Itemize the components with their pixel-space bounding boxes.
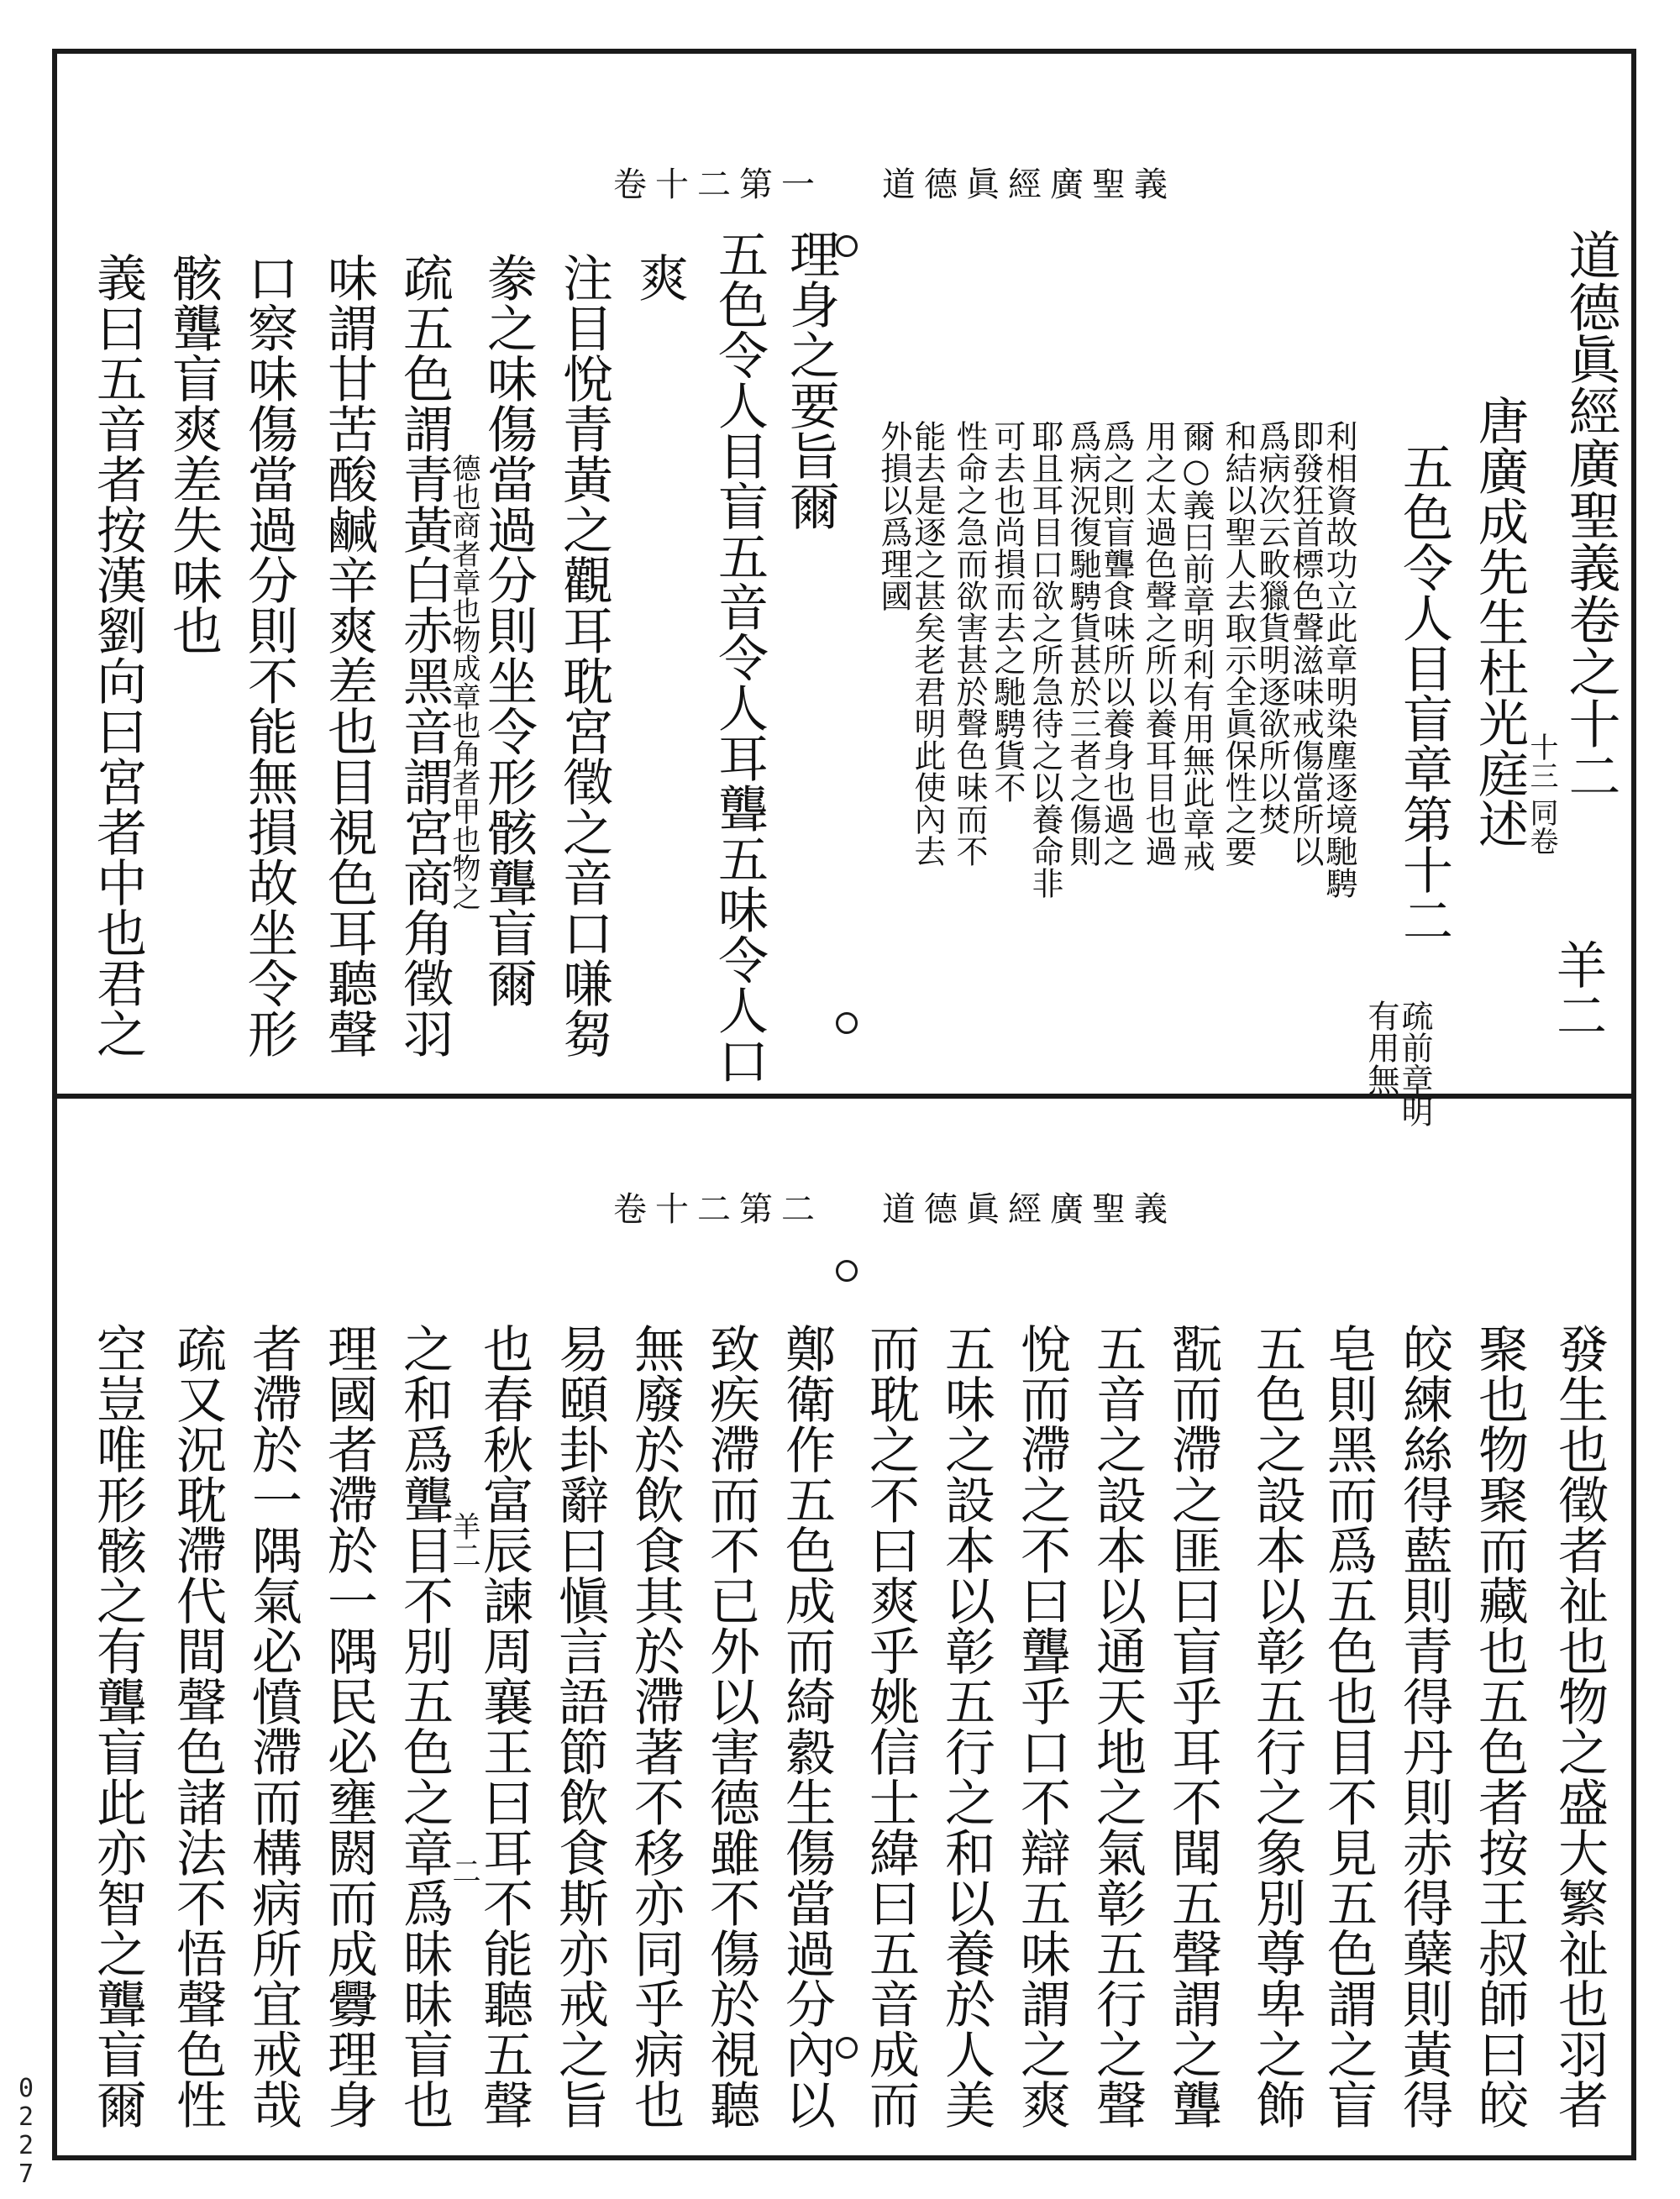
text-column: 五色令人目盲章第十二 <box>1394 441 1453 945</box>
text-column: 可去也尚損而去之馳騁貨不 <box>989 420 1026 803</box>
text-column: 用之太過色聲之所以養耳目也過 <box>1140 420 1177 867</box>
text-column: 翫而滯之匪曰盲乎耳不聞五聲謂之聾 <box>1163 1323 1222 2129</box>
text-column: 理國者滯於一隅民必壅閼而成釁理身 <box>319 1323 378 2129</box>
circle-marker <box>836 1260 858 1282</box>
text-column: 十三 <box>1525 732 1558 790</box>
text-column: 味謂甘苦酸鹹辛爽差也目視色耳聽聲 <box>319 252 378 1058</box>
text-column: 同卷 <box>1525 798 1558 855</box>
text-column: 皎練絲得藍則青得丹則赤得蘖則黃得 <box>1394 1323 1453 2129</box>
text-column: 利相資故功立此章明染塵逐境馳騁 <box>1320 420 1357 899</box>
circle-marker <box>836 2037 858 2059</box>
top-header-title: 道德眞經廣聖義 <box>882 165 1176 204</box>
text-column: 羊二 <box>1548 939 1607 1040</box>
text-column: 理身之要旨爾 <box>781 228 840 531</box>
top-header-folio: 卷十二第一 <box>613 165 823 204</box>
text-column: 皂則黑而爲五色也目不見五色謂之盲 <box>1319 1323 1378 2129</box>
text-column: 無廢於飲食其於滯著不移亦同乎病也 <box>626 1323 685 2129</box>
text-column: 耶且耳目口欲之所急待之以養命非 <box>1026 420 1063 899</box>
text-column: 五色令人目盲五音令人耳聾五味令人口 <box>710 228 769 1085</box>
text-column: 發生也徵者祉也物之盛大繁祉也羽者 <box>1550 1323 1609 2129</box>
text-column: 致疾滯而不已外以害德雖不傷於視聽 <box>701 1323 760 2129</box>
text-column: 爲病況復馳騁貨甚於三者之傷則 <box>1064 420 1101 867</box>
text-column: 性命之急而欲害甚於聲色味而不 <box>951 420 988 867</box>
text-column: 疏五色謂青黃白赤黑音謂宮商角徵羽 <box>395 252 454 1058</box>
text-column: 外損以爲理國 <box>875 420 912 611</box>
text-column: 鄭衛作五色成而綺縠生傷當過分內以 <box>777 1323 836 2129</box>
page-number: 0 2 2 7 <box>18 2074 34 2189</box>
text-column: 疏又況耽滯代間聲色諸法不悟聲色性 <box>168 1323 227 2129</box>
text-column: 爲之則盲聾食味所以養身也過之 <box>1098 420 1135 867</box>
text-column: 能去是逐之甚矣老君明此使內去 <box>909 420 946 867</box>
text-column: 五音之設本以通天地之氣彰五行之聲 <box>1088 1323 1147 2129</box>
text-column: 爲病次云畋獵貨明逐欲所以焚 <box>1253 420 1290 835</box>
text-column: 悅而滯之不曰聾乎口不辯五味謂之爽 <box>1012 1323 1071 2129</box>
text-column: 和結以聖人去取示全眞保性之要 <box>1220 420 1257 867</box>
text-column: 疏前章明 <box>1396 1000 1433 1127</box>
text-column: 而耽之不曰爽乎姚信士緯曰五音成而 <box>861 1323 920 2129</box>
text-column: 唐廣成先生杜光庭述 <box>1470 395 1529 848</box>
text-column: 有用無 <box>1362 1000 1399 1095</box>
circle-marker <box>836 1012 858 1034</box>
text-column: 二 <box>447 1856 480 1885</box>
text-column: 之和爲聾目不別五色之章爲昧昧盲也 <box>395 1323 454 2129</box>
text-column: 空豈唯形骸之有聾盲此亦智之聾盲爾 <box>88 1323 147 2129</box>
text-column: 道德眞經廣聖義卷之十二 <box>1560 228 1621 801</box>
text-column: 豢之味傷當過分則坐令形骸聾盲爾 <box>479 252 538 1008</box>
text-column: 者滯於一隅氣必憤滯而構病所宜戒哉 <box>244 1323 302 2129</box>
text-column: 爽 <box>630 252 689 302</box>
text-column: 聚也物聚而藏也五色者按王叔師曰皎 <box>1470 1323 1529 2129</box>
text-column: 注目悅青黃之觀耳耽宮徵之音口嗛芻 <box>554 252 613 1058</box>
bottom-header-folio: 卷十二第二 <box>613 1190 823 1229</box>
text-column: 羊二 <box>447 1512 480 1569</box>
text-column: 骸聾盲爽差失味也 <box>164 252 223 655</box>
text-column: 也春秋富辰諫周襄王曰耳不能聽五聲 <box>475 1323 533 2129</box>
text-column: 爾○義曰前章明利有用無此章戒 <box>1178 420 1215 872</box>
circle-marker <box>836 235 858 257</box>
text-column: 口察味傷當過分則不能無損故坐令形 <box>239 252 298 1058</box>
text-column: 易頤卦辭曰愼言語節飲食斯亦戒之旨 <box>550 1323 609 2129</box>
bottom-header-title: 道德眞經廣聖義 <box>882 1190 1176 1229</box>
text-column: 五色之設本以彰五行之象別尊卑之飾 <box>1247 1323 1306 2129</box>
text-column: 義曰五音者按漢劉向曰宮者中也君之 <box>88 252 147 1058</box>
text-column: 五味之設本以彰五行之和以養於人美 <box>937 1323 995 2129</box>
text-column: 德也商者章也物成章也角者甲也物之 <box>447 454 480 911</box>
text-column: 即發狂首標色聲滋味戒傷當所以 <box>1287 420 1324 867</box>
